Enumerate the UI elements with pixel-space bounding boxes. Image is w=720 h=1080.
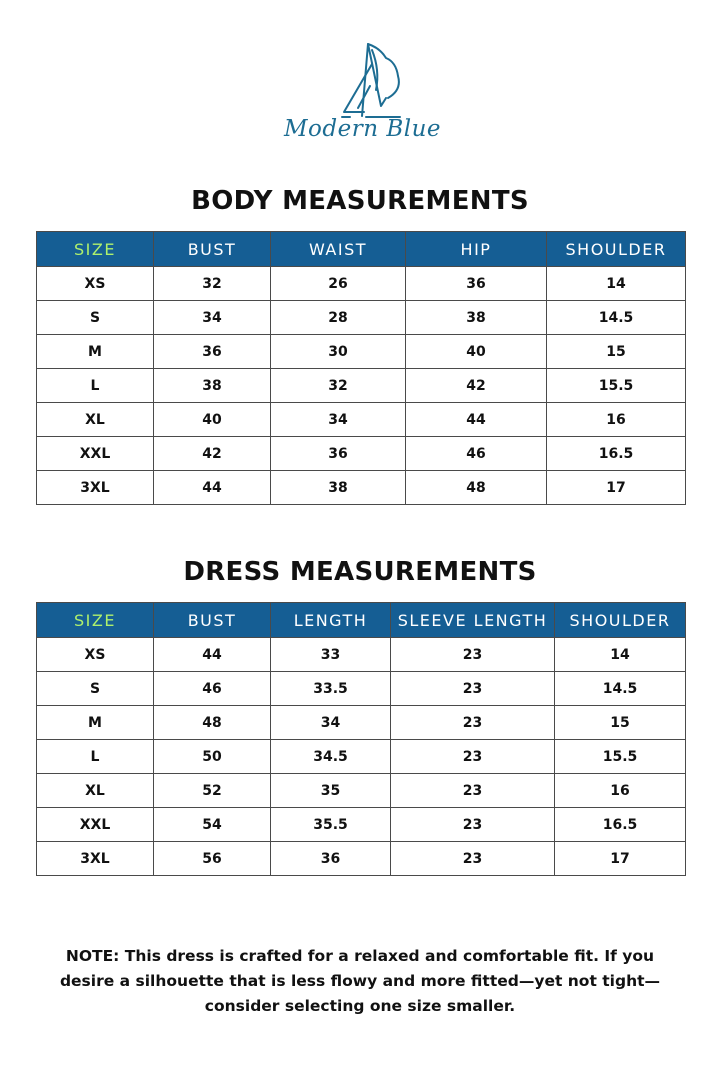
hip-cell: 42	[406, 369, 547, 403]
table-header-row	[37, 603, 686, 638]
bust-cell: 56	[154, 842, 271, 876]
shoulder-cell: 16	[555, 774, 686, 808]
table-row	[37, 301, 686, 335]
body-measurements-title: BODY MEASUREMENTS	[191, 186, 529, 216]
table-row	[37, 638, 686, 672]
waist-cell: 36	[271, 437, 406, 471]
table-row	[37, 267, 686, 301]
length-cell: 33	[271, 638, 391, 672]
table-header-row	[37, 232, 686, 267]
waist-cell: 34	[271, 403, 406, 437]
shoulder-cell: 14	[555, 638, 686, 672]
bust-cell: 48	[154, 706, 271, 740]
bust-cell: 36	[154, 335, 271, 369]
shoulder-cell: 16.5	[555, 808, 686, 842]
length-cell: 35	[271, 774, 391, 808]
sleeve-length-cell: 23	[391, 706, 555, 740]
shoulder-cell: 15	[547, 335, 686, 369]
size-cell: M	[37, 706, 154, 740]
length-cell: 35.5	[271, 808, 391, 842]
shoulder-cell: 14.5	[547, 301, 686, 335]
column-header-bust: BUST	[154, 603, 271, 638]
table-row	[37, 672, 686, 706]
table-row	[37, 437, 686, 471]
column-header-hip: HIP	[406, 232, 547, 267]
size-cell: XXL	[37, 808, 154, 842]
bust-cell: 52	[154, 774, 271, 808]
size-cell: S	[37, 301, 154, 335]
brand-name: Modern Blue	[284, 116, 442, 142]
column-header-bust: BUST	[154, 232, 271, 267]
body-measurements-table	[36, 231, 686, 505]
bust-cell: 32	[154, 267, 271, 301]
shoulder-cell: 17	[555, 842, 686, 876]
size-cell: 3XL	[37, 842, 154, 876]
table-row	[37, 335, 686, 369]
size-cell: S	[37, 672, 154, 706]
size-cell: 3XL	[37, 471, 154, 505]
column-header-size: SIZE	[37, 603, 154, 638]
sailboat-icon	[284, 40, 436, 120]
bust-cell: 50	[154, 740, 271, 774]
size-cell: XL	[37, 774, 154, 808]
length-cell: 34	[271, 706, 391, 740]
waist-cell: 32	[271, 369, 406, 403]
dress-measurements-title: DRESS MEASUREMENTS	[183, 557, 537, 587]
table-row	[37, 706, 686, 740]
shoulder-cell: 16	[547, 403, 686, 437]
bust-cell: 54	[154, 808, 271, 842]
bust-cell: 46	[154, 672, 271, 706]
shoulder-cell: 15.5	[547, 369, 686, 403]
column-header-sleeve-length: SLEEVE LENGTH	[391, 603, 555, 638]
table-row	[37, 842, 686, 876]
hip-cell: 40	[406, 335, 547, 369]
length-cell: 33.5	[271, 672, 391, 706]
length-cell: 36	[271, 842, 391, 876]
column-header-waist: WAIST	[271, 232, 406, 267]
sleeve-length-cell: 23	[391, 842, 555, 876]
table-row	[37, 471, 686, 505]
size-cell: XS	[37, 638, 154, 672]
size-cell: L	[37, 369, 154, 403]
table-row	[37, 740, 686, 774]
size-cell: L	[37, 740, 154, 774]
size-cell: M	[37, 335, 154, 369]
bust-cell: 44	[154, 471, 271, 505]
hip-cell: 36	[406, 267, 547, 301]
bust-cell: 44	[154, 638, 271, 672]
sleeve-length-cell: 23	[391, 638, 555, 672]
sleeve-length-cell: 23	[391, 740, 555, 774]
size-cell: XL	[37, 403, 154, 437]
size-cell: XXL	[37, 437, 154, 471]
shoulder-cell: 14	[547, 267, 686, 301]
brand-logo	[284, 40, 442, 152]
waist-cell: 26	[271, 267, 406, 301]
dress-measurements-table	[36, 602, 686, 876]
bust-cell: 34	[154, 301, 271, 335]
hip-cell: 46	[406, 437, 547, 471]
waist-cell: 30	[271, 335, 406, 369]
length-cell: 34.5	[271, 740, 391, 774]
fit-note: NOTE: This dress is crafted for a relaxed and comfortable fit. If you desire a silhouette that is less flowy and more fitted—yet not tight—consider selecting one size smaller.	[59, 947, 661, 1015]
sleeve-length-cell: 23	[391, 672, 555, 706]
waist-cell: 28	[271, 301, 406, 335]
hip-cell: 48	[406, 471, 547, 505]
column-header-size: SIZE	[37, 232, 154, 267]
hip-cell: 38	[406, 301, 547, 335]
shoulder-cell: 14.5	[555, 672, 686, 706]
table-row	[37, 369, 686, 403]
table-row	[37, 774, 686, 808]
shoulder-cell: 16.5	[547, 437, 686, 471]
bust-cell: 40	[154, 403, 271, 437]
column-header-shoulder: SHOULDER	[555, 603, 686, 638]
column-header-shoulder: SHOULDER	[547, 232, 686, 267]
shoulder-cell: 15.5	[555, 740, 686, 774]
waist-cell: 38	[271, 471, 406, 505]
bust-cell: 38	[154, 369, 271, 403]
bust-cell: 42	[154, 437, 271, 471]
size-cell: XS	[37, 267, 154, 301]
table-row	[37, 403, 686, 437]
sleeve-length-cell: 23	[391, 808, 555, 842]
table-row	[37, 808, 686, 842]
shoulder-cell: 15	[555, 706, 686, 740]
column-header-length: LENGTH	[271, 603, 391, 638]
shoulder-cell: 17	[547, 471, 686, 505]
sleeve-length-cell: 23	[391, 774, 555, 808]
hip-cell: 44	[406, 403, 547, 437]
